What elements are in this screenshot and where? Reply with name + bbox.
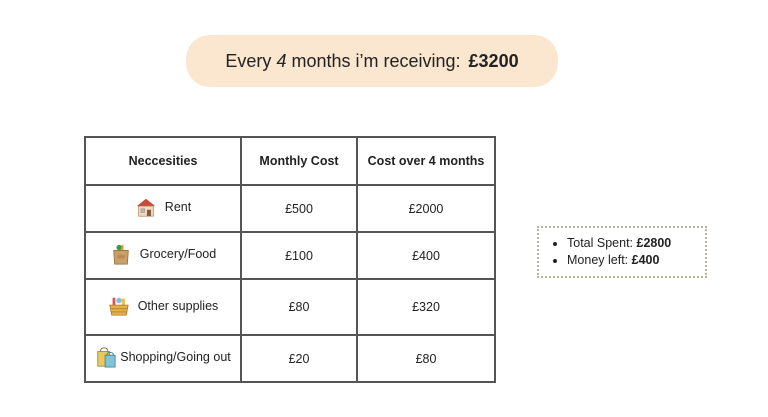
table-row (85, 335, 495, 382)
monthly-cost-cell: £500 (241, 185, 357, 232)
table-header-row (85, 137, 495, 185)
table-row (85, 232, 495, 279)
income-banner (186, 35, 558, 87)
spending-summary (537, 226, 707, 278)
table-row (85, 279, 495, 335)
header-cost-over-4-months: Cost over 4 months (357, 137, 495, 185)
house-icon (135, 196, 157, 218)
monthly-cost-cell: £80 (241, 279, 357, 335)
money-left-label: Money left: (567, 253, 629, 267)
total-spent-label: Total Spent: (567, 236, 634, 250)
total-cost-cell: £320 (357, 279, 495, 335)
category-label: Other supplies (137, 298, 219, 313)
total-cost-cell: £2000 (357, 185, 495, 232)
total-cost-cell: £80 (357, 335, 495, 382)
header-necessities: Neccesities (85, 137, 241, 185)
money-left-item (567, 252, 671, 269)
money-left-value: £400 (631, 253, 660, 267)
total-spent-value: £2800 (636, 236, 672, 250)
banner-suffix: months i’m receiving: (291, 50, 461, 71)
grocery-bag-icon (110, 243, 132, 265)
category-label: Shopping/Going out (120, 350, 231, 364)
total-cost-cell: £400 (357, 232, 495, 279)
category-label: Rent (164, 200, 192, 214)
category-cell (85, 335, 241, 382)
banner-prefix: Every (225, 50, 272, 71)
banner-amount: £3200 (468, 50, 519, 71)
category-cell (85, 185, 241, 232)
summary-list (539, 235, 671, 269)
monthly-cost-cell: £20 (241, 335, 357, 382)
total-spent-item (567, 235, 671, 252)
monthly-cost-cell: £100 (241, 232, 357, 279)
header-monthly-cost: Monthly Cost (241, 137, 357, 185)
category-cell (85, 232, 241, 279)
banner-months: 4 (276, 50, 287, 71)
expenses-table (84, 136, 496, 383)
shopping-bags-icon (95, 346, 117, 368)
category-label: Grocery/Food (139, 247, 217, 261)
table-row (85, 185, 495, 232)
supplies-basket-icon (108, 295, 130, 317)
category-cell (85, 279, 241, 335)
